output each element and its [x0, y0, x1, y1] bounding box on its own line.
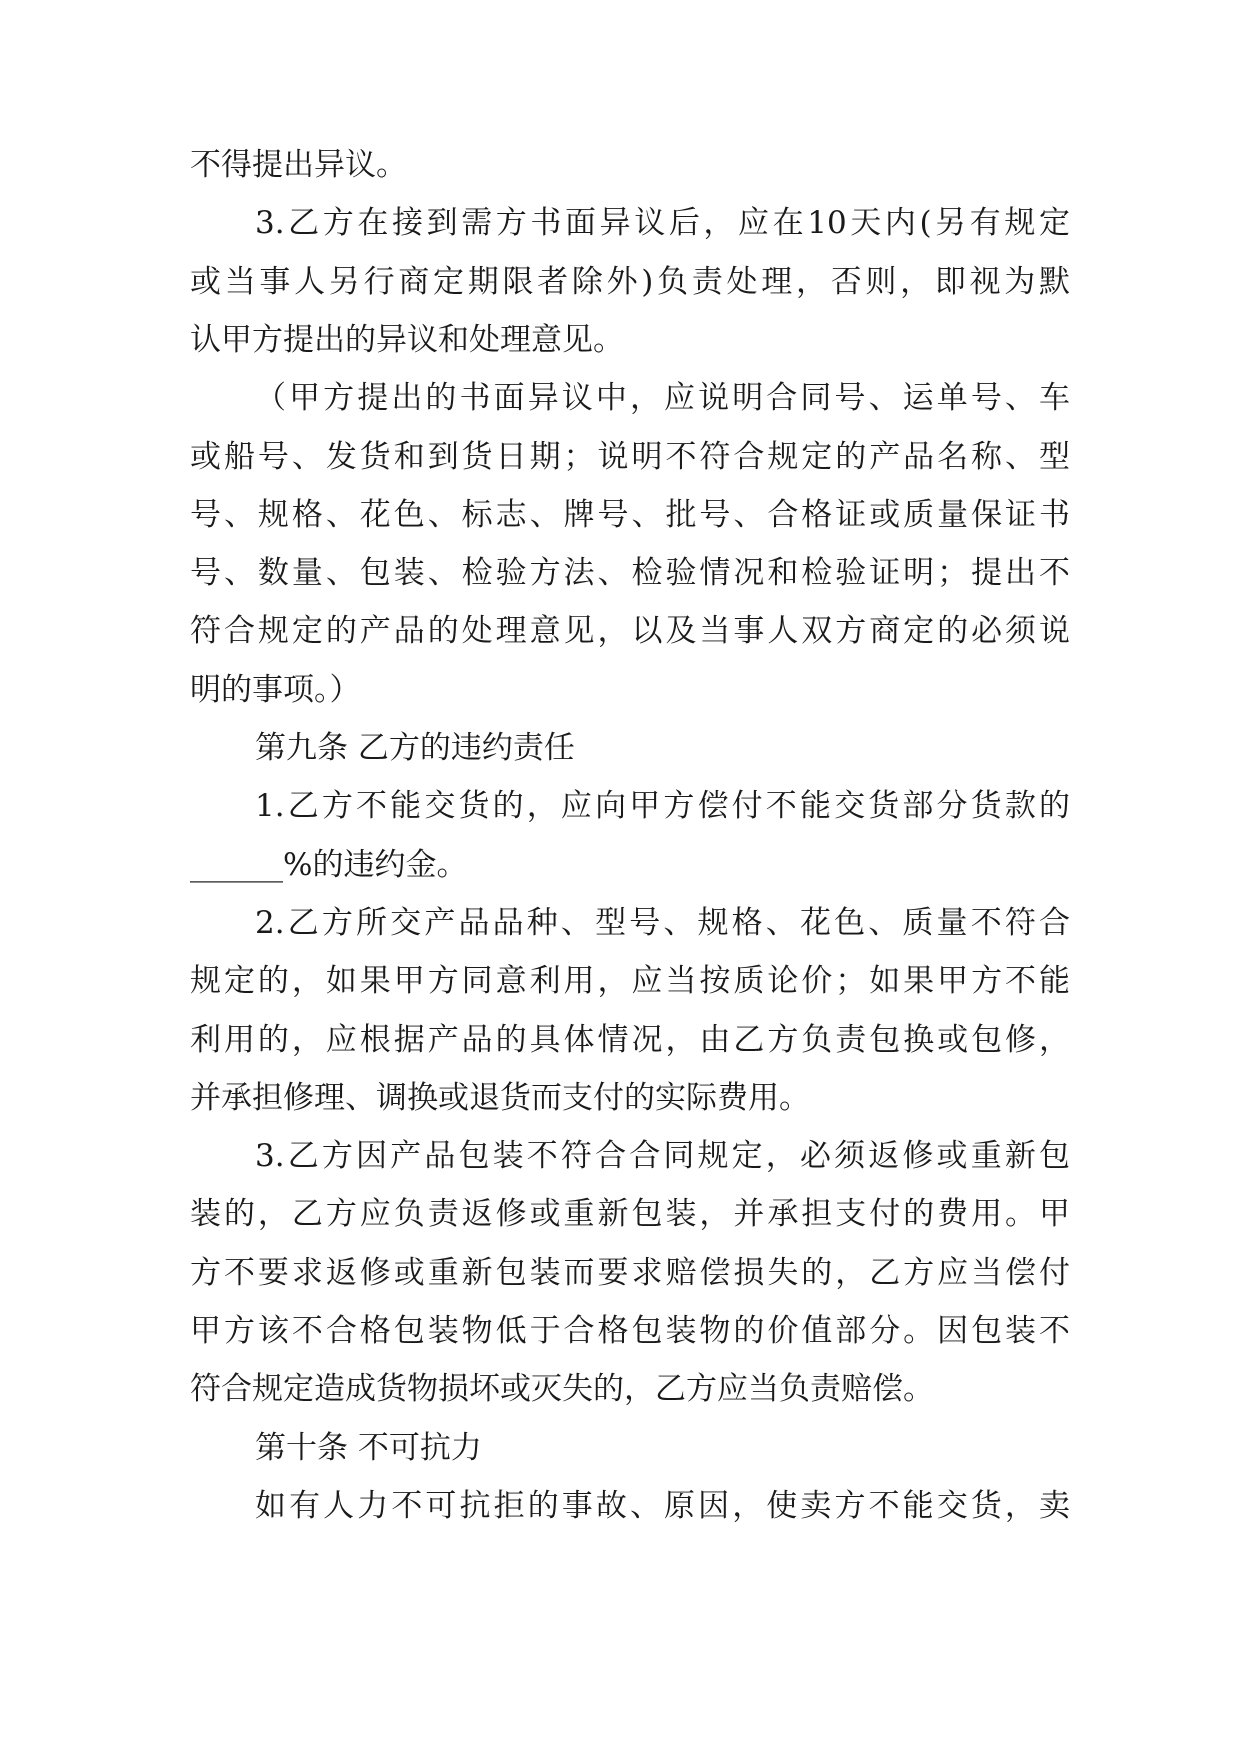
text-line-24: 如有人力不可抗拒的事故、原因，使卖方不能交货，卖	[255, 1487, 1070, 1524]
text-line-21: 甲方该不合格包装物低于合格包装物的价值部分。因包装不	[190, 1313, 1070, 1349]
text-line-20: 方不要求返修或重新包装而要求赔偿损失的，乙方应当偿付	[190, 1254, 1070, 1291]
text-line-18: 3.乙方因产品包装不符合合同规定，必须返修或重新包	[255, 1138, 1070, 1175]
text-line-12: 1.乙方不能交货的，应向甲方偿付不能交货部分货款的	[255, 788, 1070, 825]
section-heading-article-10: 第十条 不可抗力	[255, 1429, 482, 1466]
text-line-4: 认甲方提出的异议和处理意见。	[190, 321, 624, 358]
text-line-15: 规定的，如果甲方同意利用，应当按质论价；如果甲方不能	[190, 963, 1070, 1000]
text-line-8: 号、数量、包装、检验方法、检验情况和检验证明；提出不	[190, 555, 1070, 592]
text-line-16: 利用的，应根据产品的具体情况，由乙方负责包换或包修，	[190, 1021, 1070, 1058]
text-line-19: 装的，乙方应负责返修或重新包装，并承担支付的费用。甲	[190, 1196, 1070, 1233]
text-line-1: 不得提出异议。	[190, 147, 407, 183]
text-line-14: 2.乙方所交产品品种、型号、规格、花色、质量不符合	[255, 904, 1070, 941]
text-line-13: ______%的违约金。	[190, 846, 468, 883]
text-line-5: （甲方提出的书面异议中，应说明合同号、运单号、车	[255, 380, 1070, 417]
text-line-9: 符合规定的产品的处理意见，以及当事人双方商定的必须说	[190, 613, 1070, 650]
text-line-22: 符合规定造成货物损坏或灭失的，乙方应当负责赔偿。	[190, 1371, 934, 1408]
text-line-2: 3.乙方在接到需方书面异议后，应在10天内(另有规定	[255, 205, 1070, 242]
text-line-7: 号、规格、花色、标志、牌号、批号、合格证或质量保证书	[190, 496, 1070, 533]
section-heading-article-9: 第九条 乙方的违约责任	[255, 730, 575, 766]
text-line-17: 并承担修理、调换或退货而支付的实际费用。	[190, 1079, 810, 1116]
text-line-6: 或船号、发货和到货日期；说明不符合规定的产品名称、型	[190, 438, 1070, 475]
text-line-3: 或当事人另行商定期限者除外)负责处理，否则，即视为默	[190, 263, 1070, 300]
text-line-10: 明的事项。）	[190, 671, 361, 708]
